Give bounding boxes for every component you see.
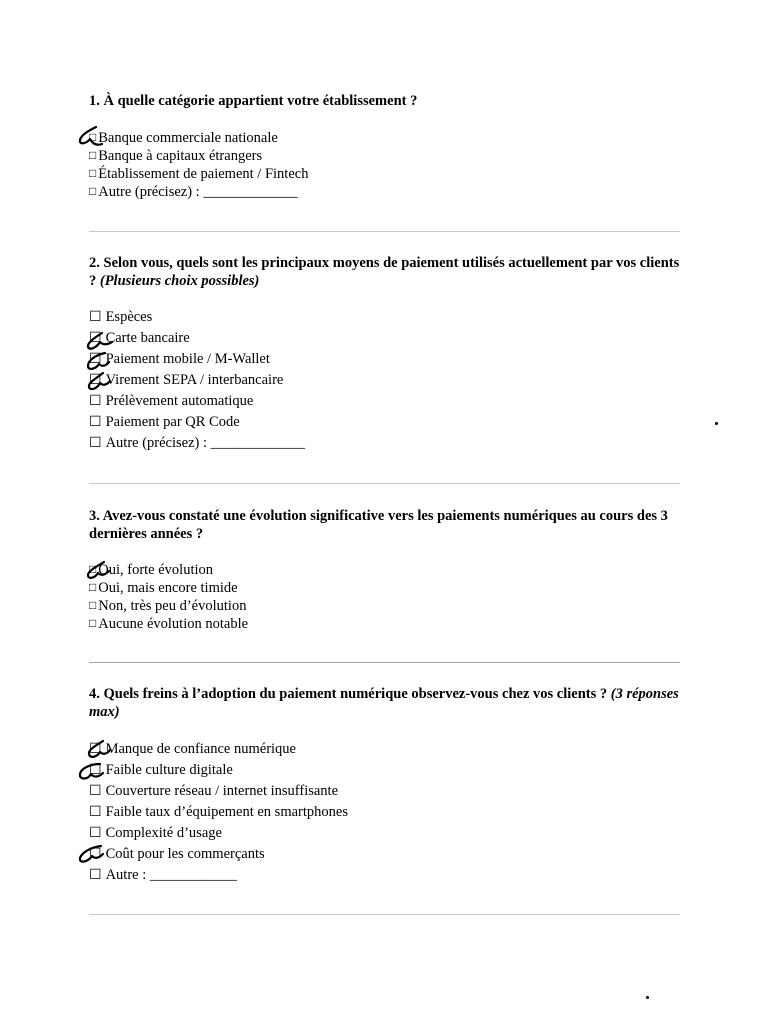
section-divider (89, 914, 680, 915)
question-4-note: (3 réponses max) (89, 686, 679, 720)
section-divider (89, 662, 680, 663)
checkbox-icon[interactable]: ☐ (89, 868, 102, 883)
question-3-title: 3. Avez-vous constaté une évolution significative vers les paiements numériques au cours des 3 dernières années ? (89, 508, 668, 542)
handwritten-check-icon (84, 350, 114, 372)
q2-option[interactable] (89, 392, 253, 411)
checkbox-icon[interactable]: ☐ (89, 784, 102, 799)
handwritten-check-icon (84, 738, 114, 760)
checkbox-icon[interactable]: ☐ (89, 394, 102, 409)
option-label: Banque commerciale nationale (98, 130, 278, 146)
question-3 (89, 507, 681, 543)
checkbox-icon[interactable]: ☐ (89, 826, 102, 841)
question-2-note: (Plusieurs choix possibles) (99, 273, 260, 289)
q4-option[interactable] (89, 803, 348, 822)
q1-option[interactable] (89, 182, 298, 201)
q1-option[interactable] (89, 146, 262, 165)
q1-option[interactable] (89, 164, 308, 183)
option-label: Autre (précisez) : _____________ (98, 184, 298, 200)
checkbox-icon[interactable]: ☐ (89, 742, 102, 757)
checkbox-icon[interactable]: □ (89, 166, 97, 180)
question-4-title: 4. Quels freins à l’adoption du paiement numérique observez-vous chez vos clients ? (3 réponses max) (89, 686, 679, 720)
q4-option[interactable] (89, 761, 233, 780)
option-label: Oui, forte évolution (98, 562, 214, 578)
checkbox-icon[interactable]: ☐ (89, 415, 102, 430)
handwritten-check-icon (84, 330, 114, 352)
q4-option[interactable] (89, 824, 222, 843)
checkbox-icon[interactable]: □ (89, 580, 97, 594)
checkbox-icon[interactable]: □ (89, 616, 97, 630)
q2-option[interactable] (89, 434, 305, 453)
q3-option[interactable] (89, 596, 246, 615)
q3-option[interactable] (89, 614, 248, 633)
q2-option[interactable] (89, 413, 240, 432)
option-label: Manque de confiance numérique (105, 741, 296, 757)
checkbox-icon[interactable]: ☐ (89, 352, 102, 367)
stray-dot (715, 422, 718, 425)
handwritten-check-icon (84, 370, 114, 392)
checkbox-icon[interactable]: □ (89, 130, 97, 144)
checkbox-icon[interactable]: □ (89, 184, 97, 198)
checkbox-icon[interactable]: □ (89, 598, 97, 612)
handwritten-check-icon (76, 843, 106, 865)
checkbox-icon[interactable]: ☐ (89, 310, 102, 325)
q4-option[interactable] (89, 866, 237, 885)
question-1 (89, 92, 681, 110)
handwritten-check-icon (84, 559, 114, 581)
checkbox-icon[interactable]: ☐ (89, 847, 102, 862)
q4-option[interactable] (89, 845, 265, 864)
option-label: Autre : ____________ (105, 867, 237, 883)
stray-dot (646, 996, 649, 999)
option-label: Paiement par QR Code (105, 414, 240, 430)
option-label: Virement SEPA / interbancaire (105, 372, 284, 388)
q4-option[interactable] (89, 740, 296, 759)
checkbox-icon[interactable]: □ (89, 148, 97, 162)
option-label: Prélèvement automatique (105, 393, 254, 409)
option-label: Banque à capitaux étrangers (98, 148, 263, 164)
handwritten-check-icon (76, 124, 106, 146)
option-label: Faible taux d’équipement en smartphones (105, 804, 348, 820)
option-label: Carte bancaire (105, 330, 190, 346)
option-label: Oui, mais encore timide (98, 580, 238, 596)
checkbox-icon[interactable]: ☐ (89, 373, 102, 388)
option-label: Paiement mobile / M-Wallet (105, 351, 270, 367)
checkbox-icon[interactable]: ☐ (89, 436, 102, 451)
option-label: Établissement de paiement / Fintech (98, 166, 309, 182)
checkbox-icon[interactable]: □ (89, 562, 97, 576)
option-label: Espèces (105, 309, 153, 325)
q2-option[interactable] (89, 350, 270, 369)
question-4 (89, 685, 681, 721)
question-1-title: 1. À quelle catégorie appartient votre établissement ? (89, 93, 418, 109)
q2-option[interactable] (89, 308, 152, 327)
question-2-title: 2. Selon vous, quels sont les principaux moyens de paiement utilisés actuellement par vos clients ? (Plusieurs choix possibles) (89, 255, 680, 289)
q1-option[interactable] (89, 128, 278, 147)
checkbox-icon[interactable]: ☐ (89, 331, 102, 346)
handwritten-check-icon (76, 760, 106, 782)
checkbox-icon[interactable]: ☐ (89, 805, 102, 820)
option-label: Complexité d’usage (105, 825, 222, 841)
section-divider (89, 483, 680, 484)
option-label: Faible culture digitale (105, 762, 233, 778)
q2-option[interactable] (89, 371, 283, 390)
option-label: Couverture réseau / internet insuffisante (105, 783, 339, 799)
question-2 (89, 254, 681, 290)
option-label: Coût pour les commerçants (105, 846, 265, 862)
section-divider (89, 231, 680, 232)
q4-option[interactable] (89, 782, 338, 801)
checkbox-icon[interactable]: ☐ (89, 763, 102, 778)
option-label: Aucune évolution notable (98, 616, 249, 632)
option-label: Autre (précisez) : _____________ (105, 435, 305, 451)
option-label: Non, très peu d’évolution (98, 598, 247, 614)
